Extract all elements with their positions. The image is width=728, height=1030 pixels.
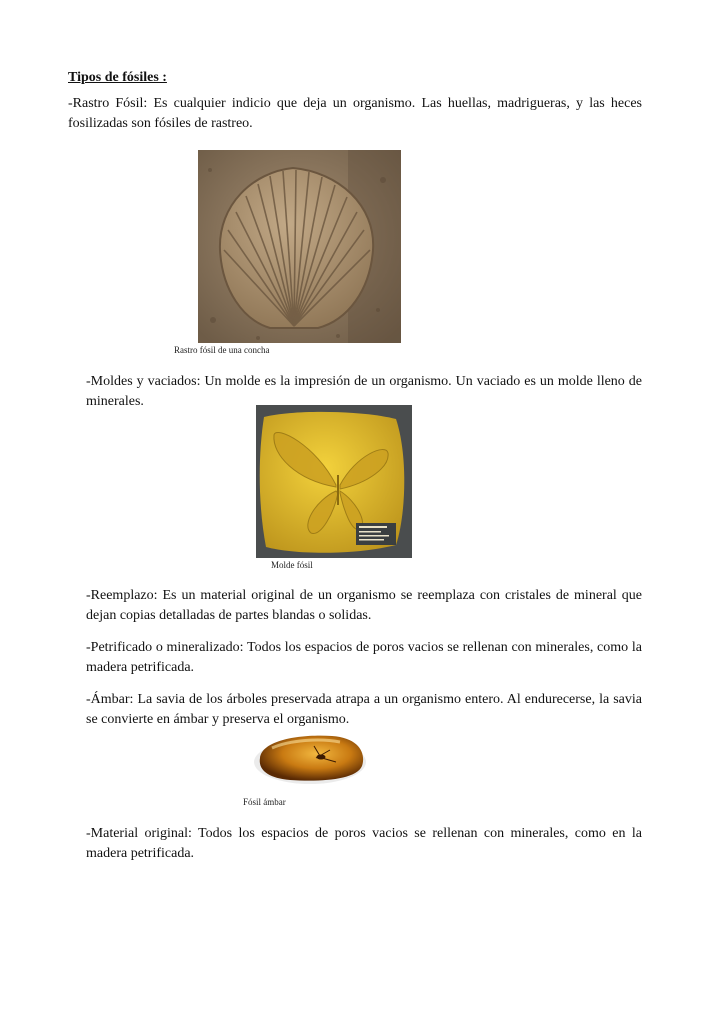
- caption-shell-fossil: Rastro fósil de una concha: [174, 345, 270, 355]
- butterfly-mold-image: [256, 405, 412, 558]
- paragraph-material-original: -Material original: Todos los espacios de poros vacios se rellenan con minerales, como en la madera petrificada.: [86, 826, 642, 861]
- caption-amber-fossil: Fósil ámbar: [243, 797, 286, 807]
- amber-fossil-image: [250, 728, 370, 788]
- page-heading: Tipos de fósiles :: [68, 70, 167, 85]
- caption-mold-fossil: Molde fósil: [271, 560, 313, 570]
- paragraph-moldes-vaciados: -Moldes y vaciados: Un molde es la impresión de un organismo. Un vaciado es un molde lleno de minerales.: [86, 374, 642, 409]
- paragraph-ambar: -Ámbar: La savia de los árboles preservada atrapa a un organismo entero. Al endurecerse, la savia se convierte en ámbar y preserva el organismo.: [86, 692, 642, 727]
- shell-fossil-image: [198, 150, 401, 343]
- paragraph-petrificado: -Petrificado o mineralizado: Todos los espacios de poros vacios se rellenan con minerales, como la madera petrificada.: [86, 640, 642, 675]
- paragraph-rastro-fosil: -Rastro Fósil: Es cualquier indicio que deja un organismo. Las huellas, madrigueras, y las heces fosilizadas son fósiles de rastreo.: [68, 96, 642, 131]
- paragraph-reemplazo: -Reemplazo: Es un material original de un organismo se reemplaza con cristales de mineral que dejan copias detalladas de partes blandas o solidas.: [86, 588, 642, 623]
